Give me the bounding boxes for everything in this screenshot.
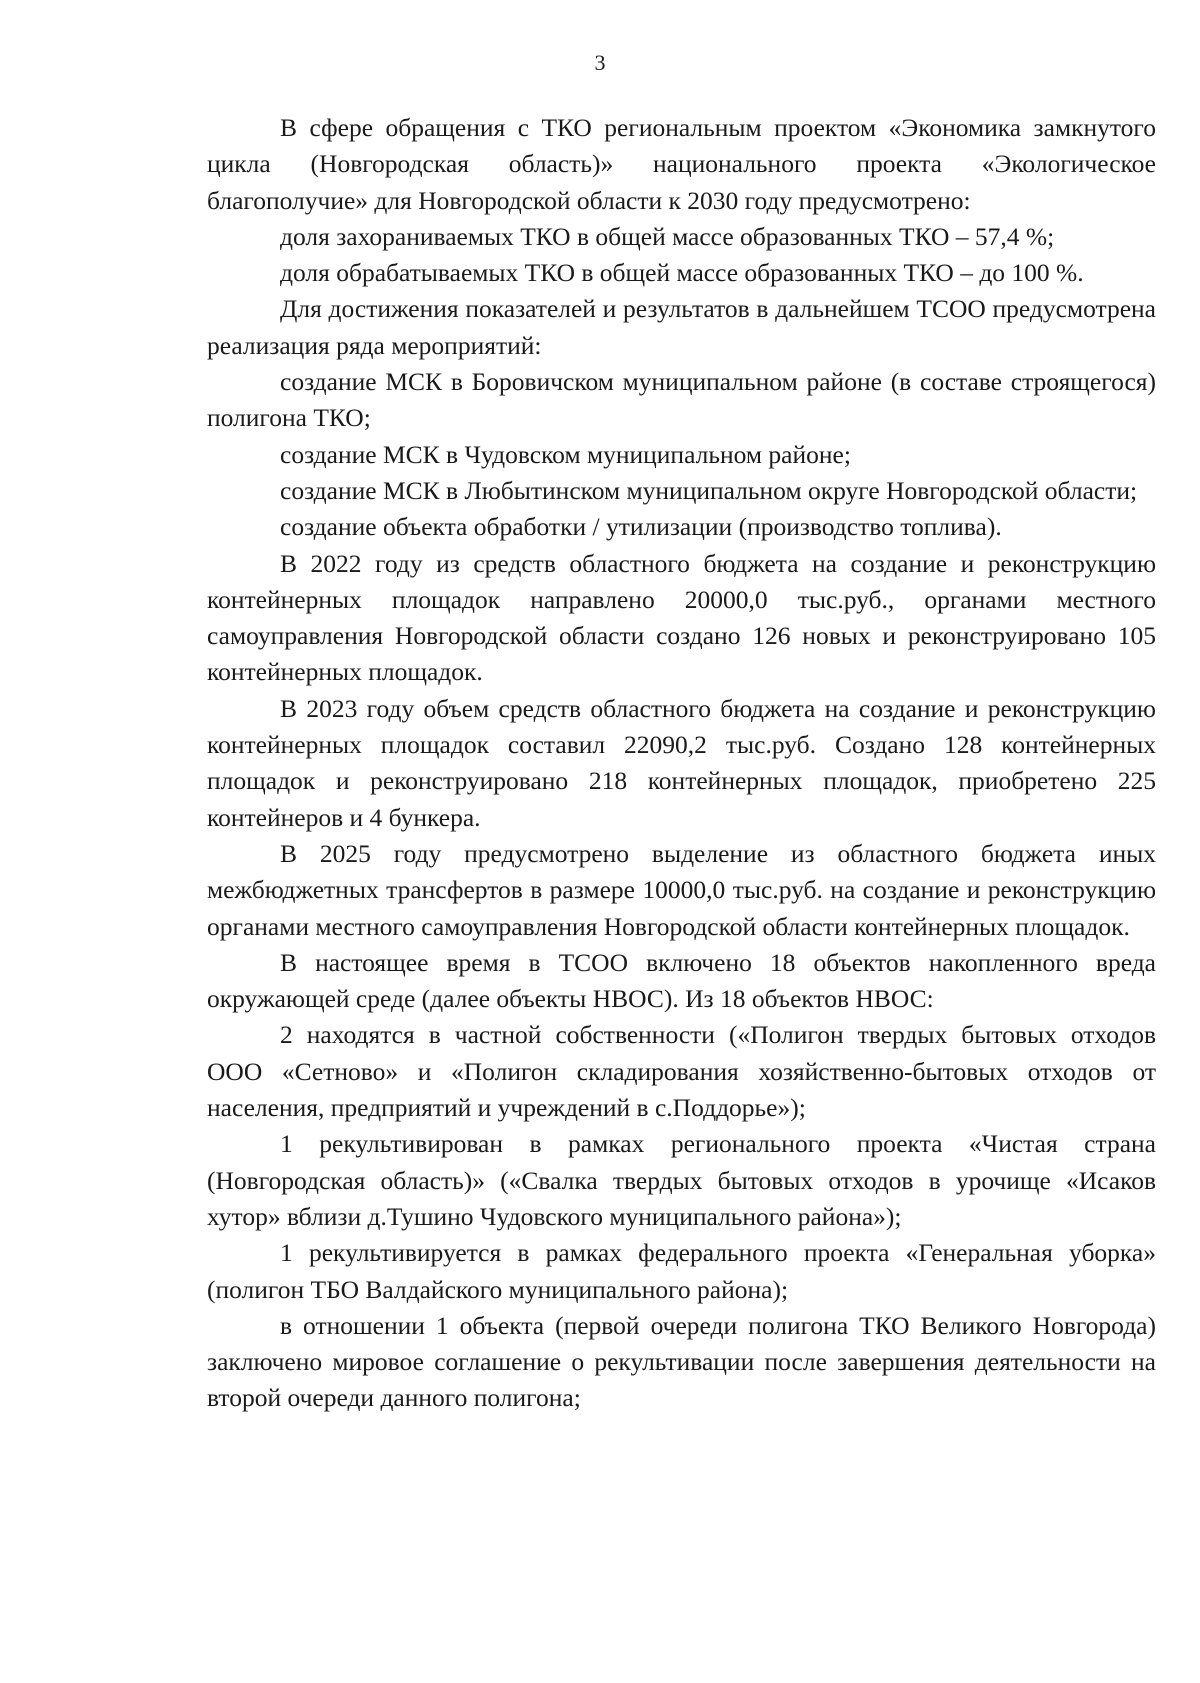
paragraph-2022-funding: В 2022 году из средств областного бюджета на создание и реконструкцию контейнерных площадок направлено 20000,0 тыс.руб., органами местного самоуправления Новгородской области создано 126 новых и реконструировано 105 контейнерных площадок. <box>207 548 1156 687</box>
paragraph-settlement-agreement: в отношении 1 объекта (первой очереди полигона ТКО Великого Новгорода) заключено мировое соглашение о рекультивации после завершения деятельности на второй очереди данного полигона; <box>207 1310 1156 1413</box>
paragraph-2025-funding: В 2025 году предусмотрено выделение из областного бюджета иных межбюджетных трансфертов в размере 10000,0 тыс.руб. на создание и реконструкцию органами местного самоуправления Новгородской области контейнерных площадок. <box>207 838 1156 941</box>
paragraph-nvos-objects: В настоящее время в ТСОО включено 18 объектов накопленного вреда окружающей среде (далее объекты НВОС). Из 18 объектов НВОС: <box>207 947 1156 1014</box>
paragraph-2023-funding: В 2023 году объем средств областного бюджета на создание и реконструкцию контейнерных площадок составил 22090,2 тыс.руб. Создано 128 контейнерных площадок и реконструировано 218 контейнерных площадок, приобретено 225 контейнеров и 4 бункера. <box>207 693 1156 832</box>
paragraph-processing-share: доля обрабатываемых ТКО в общей массе образованных ТКО – до 100 %. <box>280 258 1084 288</box>
paragraph-measures-intro: Для достижения показателей и результатов в дальнейшем ТСОО предусмотрена реализация ряда мероприятий: <box>207 294 1156 360</box>
paragraph-fuel-facility: создание объекта обработки / утилизации (производство топлива). <box>280 512 1002 542</box>
paragraph-general-cleanup: 1 рекультивируется в рамках федерального проекта «Генеральная уборка» (полигон ТБО Валдайского муниципального района); <box>207 1238 1156 1304</box>
paragraph-private-objects: 2 находятся в частной собственности («Полигон твердых бытовых отходов ООО «Сетново» и «Полигон складирования хозяйственно-бытовых отходов от населения, предприятий и учреждений в с.Поддорье»); <box>207 1020 1156 1123</box>
paragraph-recultivated-object: 1 рекультивирован в рамках регионального проекта «Чистая страна (Новгородская область)» («Свалка твердых бытовых отходов в урочище «Исаков хутор» вблизи д.Тушино Чудовского муниципального района»); <box>207 1129 1156 1231</box>
page-number: 3 <box>594 50 606 75</box>
paragraph-waste-project-intro: В сфере обращения с ТКО региональным проектом «Экономика замкнутого цикла (Новгородская область)» национального проекта «Экологическое благополучие» для Новгородской области к 2030 году предусмотрено: <box>207 113 1156 215</box>
paragraph-landfill-share: доля захораниваемых ТКО в общей массе образованных ТКО – 57,4 %; <box>280 221 1055 251</box>
paragraph-msk-chudovo: создание МСК в Чудовском муниципальном районе; <box>280 439 851 469</box>
paragraph-msk-borovichi: создание МСК в Боровичском муниципальном районе (в составе строящегося) полигона ТКО; <box>207 367 1156 433</box>
paragraph-msk-lyubytino: создание МСК в Любытинском муниципальном округе Новгородской области; <box>280 475 1138 505</box>
document-body <box>207 110 1156 1417</box>
